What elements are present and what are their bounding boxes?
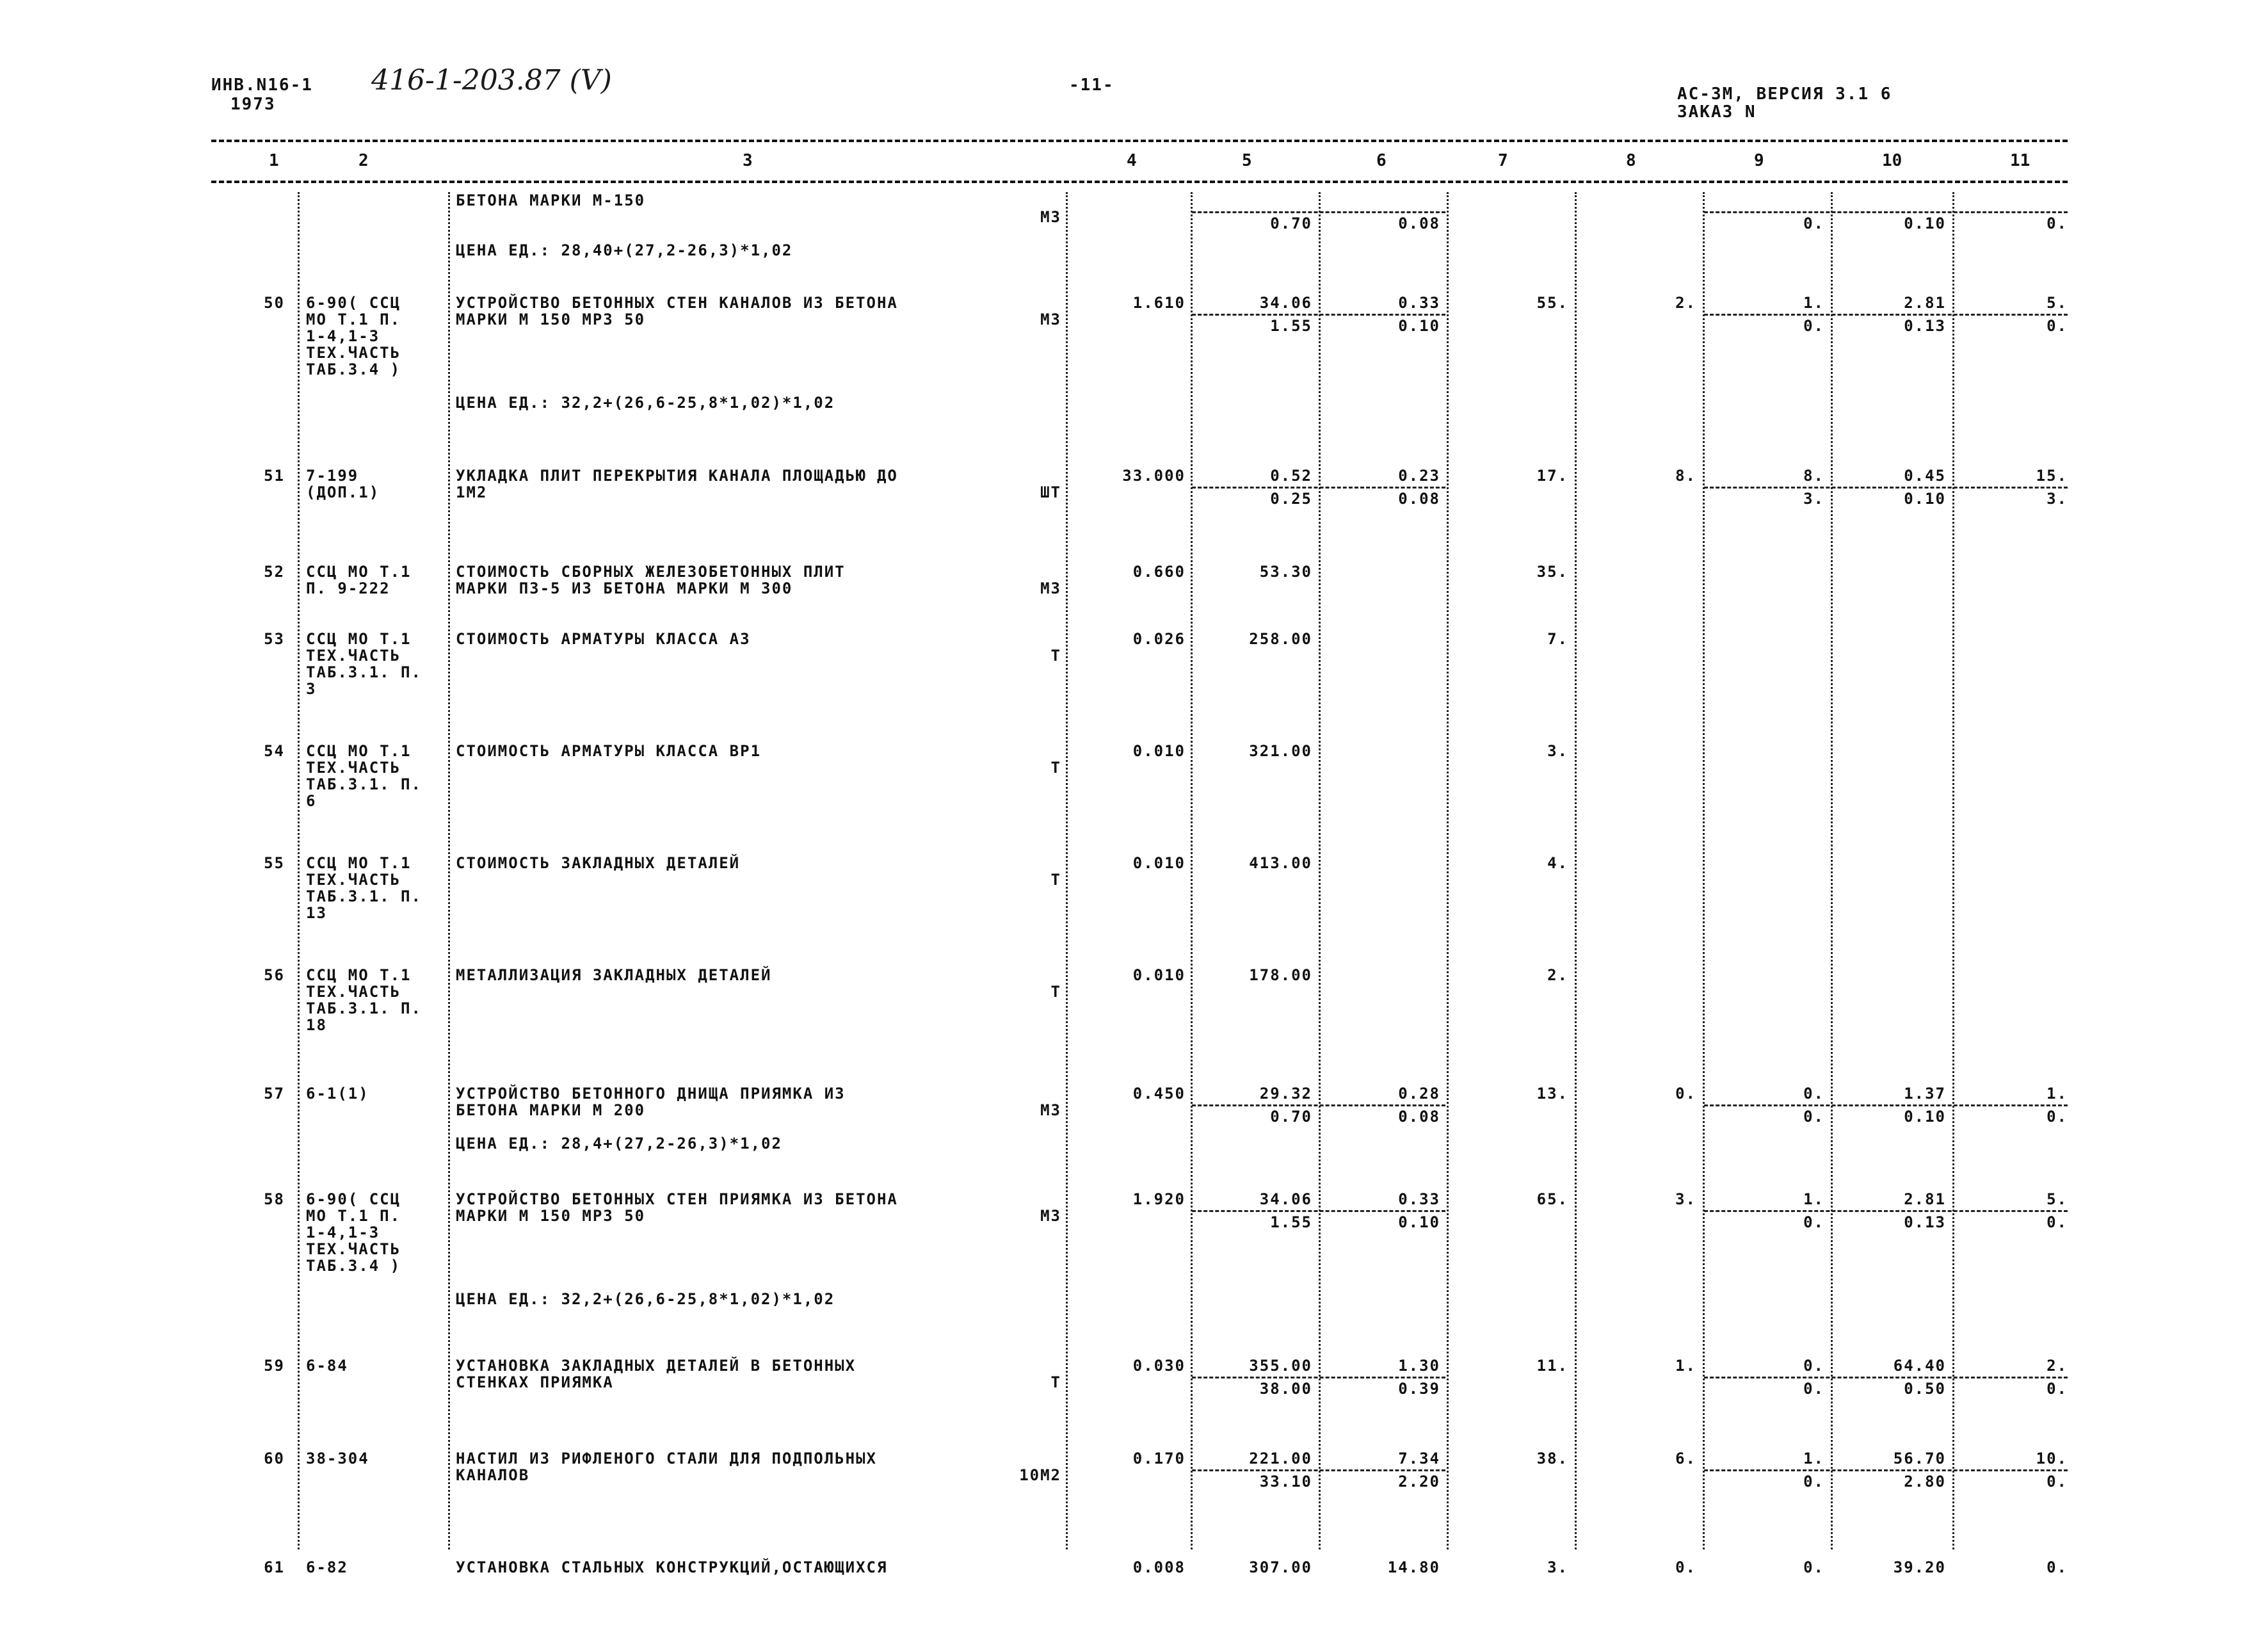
cell-c5a: 355.00: [1249, 1357, 1312, 1375]
work-description: СТЕНКАХ ПРИЯМКА: [456, 1373, 614, 1391]
cell-c9b: 0.: [1803, 214, 1824, 232]
cell-c6a: 0.28: [1398, 1085, 1440, 1103]
norm-code: 3: [306, 680, 317, 698]
cell-c6a: 14.80: [1387, 1558, 1440, 1576]
cell-c10a: 64.40: [1893, 1357, 1946, 1375]
unit: М3: [1040, 1207, 1061, 1225]
column-separator: [1831, 192, 1833, 1549]
norm-code: МО Т.1 П.: [306, 311, 401, 328]
cell-c10b: 0.13: [1904, 317, 1946, 335]
cell-c10b: 0.10: [1904, 490, 1946, 508]
norm-code: 18: [306, 1016, 327, 1034]
column-header-11: 11: [2010, 151, 2031, 170]
work-description: УКЛАДКА ПЛИТ ПЕРЕКРЫТИЯ КАНАЛА ПЛОЩАДЬЮ ДО: [456, 467, 898, 485]
cell-c6b: 0.10: [1398, 317, 1440, 335]
norm-code: ССЦ МО Т.1: [306, 854, 412, 872]
handwritten-project-code: 416-1-203.87 (V): [371, 64, 612, 97]
inventory-number: ИНВ.N16-1: [211, 76, 313, 95]
work-description: СТОИМОСТЬ АРМАТУРЫ КЛАССА А3: [456, 630, 751, 648]
norm-code: ТАБ.3.1. П.: [306, 887, 422, 905]
cell-c9b: 0.: [1803, 1380, 1824, 1398]
cell-c7: 3.: [1547, 1558, 1568, 1576]
cell-c5a: 321.00: [1249, 742, 1312, 760]
cell-c11b: 0.: [2047, 1380, 2068, 1398]
column-header-9: 9: [1754, 151, 1764, 170]
unit: ШТ: [1040, 483, 1061, 501]
cell-c10b: 0.50: [1904, 1380, 1946, 1398]
cell-c8: 6.: [1675, 1450, 1696, 1467]
cell-divider: [1192, 487, 1445, 489]
cell-c11a: 5.: [2047, 294, 2068, 312]
cell-c6a: 7.34: [1398, 1450, 1440, 1467]
work-description: КАНАЛОВ: [456, 1466, 530, 1484]
cell-c5b: 38.00: [1259, 1380, 1312, 1398]
work-description: НАСТИЛ ИЗ РИФЛЕНОГО СТАЛИ ДЛЯ ПОДПОЛЬНЫХ: [456, 1450, 877, 1467]
cell-c8: 0.: [1675, 1085, 1696, 1103]
cell-c11b: 0.: [2047, 214, 2068, 232]
quantity: 0.010: [1132, 742, 1186, 760]
norm-code: 1-4,1-3: [306, 327, 380, 345]
cell-c9a: 8.: [1803, 467, 1824, 485]
quantity: 1.610: [1132, 294, 1186, 312]
quantity: 0.170: [1132, 1450, 1186, 1467]
row-number: 53: [264, 630, 285, 648]
cell-c5a: 307.00: [1249, 1558, 1312, 1576]
quantity: 1.920: [1132, 1190, 1186, 1208]
cell-c9b: 0.: [1803, 317, 1824, 335]
norm-code: ТЕХ.ЧАСТЬ: [306, 759, 401, 777]
quantity: 0.450: [1132, 1085, 1186, 1103]
year: 1973: [230, 95, 276, 114]
cell-divider: [1704, 1469, 2068, 1471]
cell-c9a: 1.: [1803, 294, 1824, 312]
unit: Т: [1050, 983, 1061, 1001]
unit: Т: [1050, 871, 1061, 889]
cell-c5a: 34.06: [1259, 294, 1312, 312]
norm-code: 6-90( ССЦ: [306, 294, 401, 312]
cell-c10a: 1.37: [1904, 1085, 1946, 1103]
cell-divider: [1704, 314, 2068, 316]
cell-divider: [1192, 1377, 1445, 1378]
norm-code: 7-199: [306, 467, 359, 485]
quantity: 0.010: [1132, 854, 1186, 872]
cell-c7: 38.: [1536, 1450, 1568, 1467]
cell-c10a: 56.70: [1893, 1450, 1946, 1467]
unit: М3: [1040, 579, 1061, 597]
cell-c5b: 1.55: [1270, 1213, 1312, 1231]
cell-c6b: 0.39: [1398, 1380, 1440, 1398]
cell-c7: 65.: [1536, 1190, 1568, 1208]
cell-c11a: 1.: [2047, 1085, 2068, 1103]
work-description: СТОИМОСТЬ АРМАТУРЫ КЛАССА ВР1: [456, 742, 762, 760]
unit: М3: [1040, 311, 1061, 328]
cell-c5a: 34.06: [1259, 1190, 1312, 1208]
cell-c5b: 0.70: [1270, 214, 1312, 232]
norm-code: 6: [306, 792, 317, 810]
row-number: 60: [264, 1450, 285, 1467]
row-number: 52: [264, 563, 285, 581]
norm-code: ТАБ.3.1. П.: [306, 663, 422, 681]
column-separator: [1319, 192, 1321, 1549]
cell-c6b: 0.08: [1398, 490, 1440, 508]
cell-c7: 7.: [1547, 630, 1568, 648]
cell-c5a: 258.00: [1249, 630, 1312, 648]
column-header-4: 4: [1127, 151, 1137, 170]
cell-c11a: 5.: [2047, 1190, 2068, 1208]
cell-c11a: 15.: [2036, 467, 2068, 485]
page-number: -11-: [1069, 76, 1114, 95]
quantity: 0.010: [1132, 966, 1186, 984]
cell-c9a: 1.: [1803, 1190, 1824, 1208]
cell-divider: [1704, 1210, 2068, 1212]
cell-c7: 17.: [1536, 467, 1568, 485]
cell-c9b: 0.: [1803, 1473, 1824, 1491]
cell-c10b: 2.80: [1904, 1473, 1946, 1491]
row-number: 50: [264, 294, 285, 312]
cell-c7: 2.: [1547, 966, 1568, 984]
cell-c8: 1.: [1675, 1357, 1696, 1375]
norm-code: ТЕХ.ЧАСТЬ: [306, 983, 401, 1001]
norm-code: ТЕХ.ЧАСТЬ: [306, 344, 401, 362]
work-description: БЕТОНА МАРКИ М-150: [456, 191, 646, 209]
norm-code: ССЦ МО Т.1: [306, 563, 412, 581]
work-description: УСТРОЙСТВО БЕТОННОГО ДНИЩА ПРИЯМКА ИЗ: [456, 1085, 846, 1103]
column-header-8: 8: [1626, 151, 1636, 170]
cell-c7: 11.: [1536, 1357, 1568, 1375]
cell-c9a: 0.: [1803, 1558, 1824, 1576]
work-description: УСТАНОВКА СТАЛЬНЫХ КОНСТРУКЦИЙ,ОСТАЮЩИХСЯ: [456, 1558, 888, 1576]
norm-code: ТЕХ.ЧАСТЬ: [306, 871, 401, 889]
quantity: 0.008: [1132, 1558, 1186, 1576]
cell-c8: 3.: [1675, 1190, 1696, 1208]
cell-divider: [1704, 487, 2068, 489]
quantity: 0.660: [1132, 563, 1186, 581]
cell-c6b: 0.08: [1398, 214, 1440, 232]
norm-code: 13: [306, 904, 327, 922]
cell-c10b: 0.10: [1904, 1108, 1946, 1126]
cell-c7: 13.: [1536, 1085, 1568, 1103]
norm-code: ТАБ.3.4 ): [306, 1257, 401, 1275]
cell-c9b: 3.: [1803, 490, 1824, 508]
header-rule-top: [211, 140, 2068, 142]
quantity: 0.030: [1132, 1357, 1186, 1375]
cell-c5b: 1.55: [1270, 317, 1312, 335]
column-header-10: 10: [1882, 151, 1902, 170]
cell-c11a: 10.: [2036, 1450, 2068, 1467]
unit: 10М2: [1019, 1466, 1061, 1484]
cell-c5a: 178.00: [1249, 966, 1312, 984]
row-number: 58: [264, 1190, 285, 1208]
work-description: СТОИМОСТЬ СБОРНЫХ ЖЕЛЕЗОБЕТОННЫХ ПЛИТ: [456, 563, 846, 581]
cell-c5a: 413.00: [1249, 854, 1312, 872]
cell-c9a: 0.: [1803, 1085, 1824, 1103]
norm-code: 6-84: [306, 1357, 348, 1375]
unit: М3: [1040, 1101, 1061, 1119]
column-header-2: 2: [358, 151, 369, 170]
row-number: 61: [264, 1558, 285, 1576]
cell-c5b: 0.25: [1270, 490, 1312, 508]
cell-c5a: 221.00: [1249, 1450, 1312, 1467]
cell-divider: [1192, 314, 1445, 316]
work-description: УСТАНОВКА ЗАКЛАДНЫХ ДЕТАЛЕЙ В БЕТОННЫХ: [456, 1357, 857, 1375]
quantity: 0.026: [1132, 630, 1186, 648]
norm-code: (ДОП.1): [306, 483, 380, 501]
price-note: ЦЕНА ЕД.: 28,4+(27,2-26,3)*1,02: [456, 1135, 782, 1152]
column-separator: [1575, 192, 1577, 1549]
cell-divider: [1704, 1104, 2068, 1106]
order-number: ЗАКАЗ N: [1677, 102, 1757, 122]
norm-code: ССЦ МО Т.1: [306, 630, 412, 648]
cell-c5b: 33.10: [1259, 1473, 1312, 1491]
cell-c7: 55.: [1536, 294, 1568, 312]
norm-code: ТЕХ.ЧАСТЬ: [306, 1240, 401, 1258]
cell-c6a: 0.33: [1398, 294, 1440, 312]
cell-divider: [1192, 1104, 1445, 1106]
column-header-3: 3: [743, 151, 753, 170]
unit: М3: [1040, 208, 1061, 226]
column-separator: [1952, 192, 1954, 1549]
norm-code: 38-304: [306, 1450, 369, 1467]
work-description: СТОИМОСТЬ ЗАКЛАДНЫХ ДЕТАЛЕЙ: [456, 854, 741, 872]
price-note: ЦЕНА ЕД.: 32,2+(26,6-25,8*1,02)*1,02: [456, 394, 835, 412]
cell-c8: 8.: [1675, 467, 1696, 485]
cell-c9b: 0.: [1803, 1213, 1824, 1231]
cell-c7: 35.: [1536, 563, 1568, 581]
work-description: УСТРОЙСТВО БЕТОННЫХ СТЕН КАНАЛОВ ИЗ БЕТОНА: [456, 294, 898, 312]
cell-c11b: 0.: [2047, 1213, 2068, 1231]
column-header-5: 5: [1242, 151, 1252, 170]
cell-c10b: 0.13: [1904, 1213, 1946, 1231]
cell-c11b: 0.: [2047, 317, 2068, 335]
cell-c11b: 0.: [2047, 1108, 2068, 1126]
norm-code: 1-4,1-3: [306, 1224, 380, 1241]
row-number: 51: [264, 467, 285, 485]
row-number: 56: [264, 966, 285, 984]
cell-c5b: 0.70: [1270, 1108, 1312, 1126]
norm-code: 6-90( ССЦ: [306, 1190, 401, 1208]
norm-code: ТАБ.3.1. П.: [306, 775, 422, 793]
cell-divider: [1192, 211, 1445, 213]
norm-code: ССЦ МО Т.1: [306, 966, 412, 984]
norm-code: ТАБ.3.1. П.: [306, 999, 422, 1017]
column-header-7: 7: [1498, 151, 1508, 170]
row-number: 54: [264, 742, 285, 760]
cell-c6b: 2.20: [1398, 1473, 1440, 1491]
cell-c11a: 2.: [2047, 1357, 2068, 1375]
column-separator: [448, 192, 450, 1549]
work-description: МАРКИ ПЗ-5 ИЗ БЕТОНА МАРКИ М 300: [456, 579, 793, 597]
norm-code: ТАБ.3.4 ): [306, 360, 401, 378]
cell-c5a: 53.30: [1259, 563, 1312, 581]
cell-c9a: 0.: [1803, 1357, 1824, 1375]
row-number: 55: [264, 854, 285, 872]
price-note: ЦЕНА ЕД.: 28,40+(27,2-26,3)*1,02: [456, 241, 793, 259]
column-header-6: 6: [1376, 151, 1387, 170]
cell-c6b: 0.10: [1398, 1213, 1440, 1231]
cell-c10a: 2.81: [1904, 294, 1946, 312]
cell-c6b: 0.08: [1398, 1108, 1440, 1126]
row-number: 57: [264, 1085, 285, 1103]
cell-divider: [1192, 1210, 1445, 1212]
norm-code: 6-1(1): [306, 1085, 369, 1103]
norm-code: 6-82: [306, 1558, 348, 1576]
norm-code: П. 9-222: [306, 579, 390, 597]
cell-c6a: 1.30: [1398, 1357, 1440, 1375]
cell-c8: 2.: [1675, 294, 1696, 312]
norm-code: ТЕХ.ЧАСТЬ: [306, 647, 401, 665]
cell-c10a: 2.81: [1904, 1190, 1946, 1208]
cell-c11b: 0.: [2047, 1473, 2068, 1491]
cell-c10a: 0.45: [1904, 467, 1946, 485]
unit: Т: [1050, 759, 1061, 777]
cell-c7: 4.: [1547, 854, 1568, 872]
cell-c10a: 39.20: [1893, 1558, 1946, 1576]
row-number: 59: [264, 1357, 285, 1375]
unit: Т: [1050, 647, 1061, 665]
cell-c10b: 0.10: [1904, 214, 1946, 232]
cell-c9a: 1.: [1803, 1450, 1824, 1467]
column-separator: [1703, 192, 1705, 1549]
norm-code: МО Т.1 П.: [306, 1207, 401, 1225]
column-separator: [298, 192, 300, 1549]
norm-code: ССЦ МО Т.1: [306, 742, 412, 760]
cell-c6a: 0.33: [1398, 1190, 1440, 1208]
cell-c9b: 0.: [1803, 1108, 1824, 1126]
column-header-1: 1: [269, 151, 279, 170]
work-description: 1М2: [456, 483, 488, 501]
cell-c7: 3.: [1547, 742, 1568, 760]
cell-c8: 0.: [1675, 1558, 1696, 1576]
work-description: БЕТОНА МАРКИ М 200: [456, 1101, 646, 1119]
header-rule-bottom: [211, 181, 2068, 183]
work-description: МЕТАЛЛИЗАЦИЯ ЗАКЛАДНЫХ ДЕТАЛЕЙ: [456, 966, 772, 984]
cell-c6a: 0.23: [1398, 467, 1440, 485]
cell-c5a: 0.52: [1270, 467, 1312, 485]
cell-divider: [1704, 211, 2068, 213]
work-description: МАРКИ М 150 МРЗ 50: [456, 311, 646, 328]
cell-c11a: 0.: [2047, 1558, 2068, 1576]
cell-c5a: 29.32: [1259, 1085, 1312, 1103]
cell-divider: [1192, 1469, 1445, 1471]
quantity: 33.000: [1122, 467, 1186, 485]
price-note: ЦЕНА ЕД.: 32,2+(26,6-25,8*1,02)*1,02: [456, 1290, 835, 1308]
work-description: УСТРОЙСТВО БЕТОННЫХ СТЕН ПРИЯМКА ИЗ БЕТОНА: [456, 1190, 898, 1208]
program-version: АС-3М, ВЕРСИЯ 3.1 6: [1677, 85, 1892, 104]
cell-c11b: 3.: [2047, 490, 2068, 508]
unit: Т: [1050, 1373, 1061, 1391]
work-description: МАРКИ М 150 МРЗ 50: [456, 1207, 646, 1225]
cell-divider: [1704, 1377, 2068, 1378]
